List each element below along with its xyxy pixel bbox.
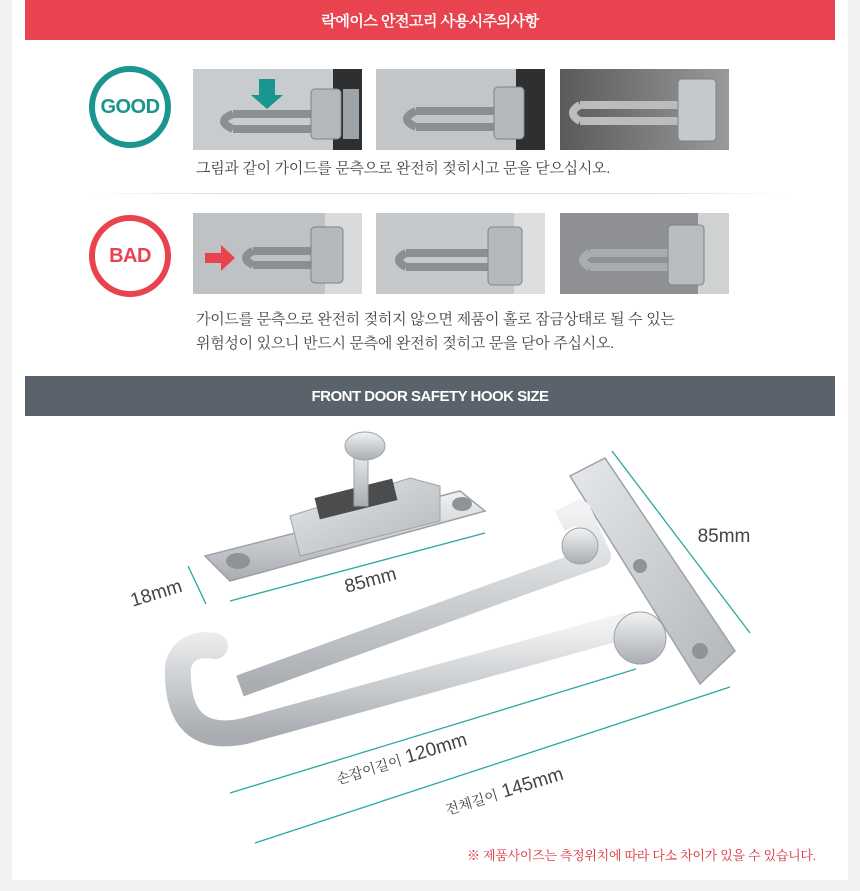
bad-photo-1: [193, 213, 362, 294]
dim-height-right: 85mm: [697, 526, 751, 547]
dim-length-top: 85mm: [342, 563, 399, 598]
dim-total: [443, 764, 566, 820]
size-note: [467, 845, 816, 864]
good-badge: GOOD: [89, 66, 171, 148]
size-note-rest: 측정위치에 따라 다소 차이가 있을 수 있습니다.: [559, 848, 816, 863]
bad-photo-3: [560, 213, 729, 294]
good-photo-2: [376, 69, 545, 150]
good-photo-1: [193, 69, 362, 150]
dim-handle-value: 120mm: [402, 729, 470, 768]
hook-size-diagram: [0, 416, 860, 846]
page-title: 락에이스 안전고리 사용시주의사항: [25, 0, 835, 40]
dim-total-value: 145mm: [499, 763, 566, 803]
good-caption: 그림과 같이 가이드를 문측으로 완전히 젖히시고 문을 닫으십시오.: [196, 160, 611, 177]
size-note-prefix: ※ 제품사이즈는: [467, 848, 557, 863]
size-section-title: FRONT DOOR SAFETY HOOK SIZE: [25, 376, 835, 416]
bad-photo-2: [376, 213, 545, 294]
bad-badge: BAD: [89, 215, 171, 297]
bad-caption-line2: 위험성이 있으니 반드시 문측에 완전히 젖히고 문을 닫아 주십시오.: [196, 335, 614, 352]
dim-total-label: 전체길이: [443, 786, 500, 818]
row-divider: [88, 193, 788, 194]
receiver-plate: [205, 432, 485, 581]
bad-caption: [196, 308, 675, 356]
dim-handle-label: 손잡이길이: [334, 752, 404, 788]
dim-width-small: 18mm: [128, 575, 185, 612]
dim-handle: [333, 729, 469, 789]
good-photo-3: [560, 69, 729, 150]
bad-caption-line1: 가이드를 문측으로 완전히 젖히지 않으면 제품이 홀로 잠금상태로 될 수 있는: [196, 311, 675, 328]
